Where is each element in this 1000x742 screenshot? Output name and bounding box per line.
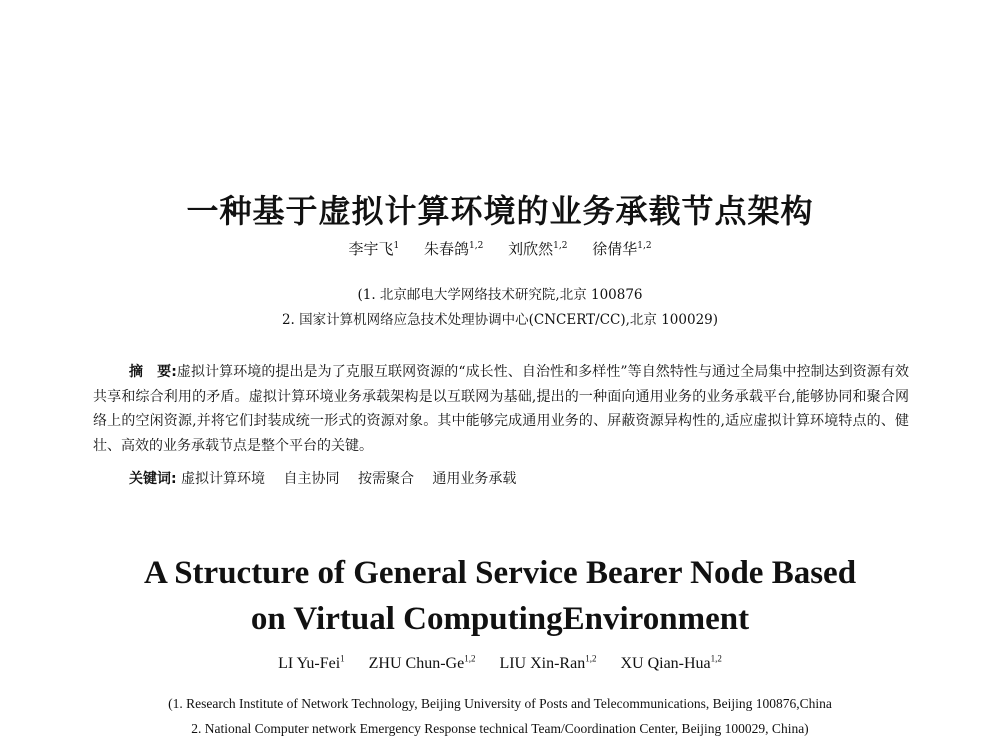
chinese-affiliation-1: (1. 北京邮电大学网络技术研究院,北京 100876 xyxy=(357,287,643,303)
abstract-label: 摘 要: xyxy=(129,364,177,380)
english-title-line-1: A Structure of General Service Bearer Node Based xyxy=(143,555,857,591)
english-affiliation-1: (1. Research Institute of Network Technology, Beijing University of Posts and Telecommunications, Beijing 100876,China xyxy=(168,696,832,711)
chinese-author: 刘欣然$^{1,2}$ xyxy=(508,240,568,258)
english-title-line-2: on Virtual ComputingEnvironment xyxy=(250,601,750,637)
english-author: ZHU Chun-Ge$^{1,2}$ xyxy=(368,653,476,672)
english-author: LIU Xin-Ran$^{1,2}$ xyxy=(499,653,597,672)
chinese-author: 李宇飞$^1$ xyxy=(348,240,400,258)
keyword: 通用业务承载 xyxy=(432,471,517,487)
chinese-author: 朱春鸽$^{1,2}$ xyxy=(423,240,484,258)
english-author: XU Qian-Hua$^{1,2}$ xyxy=(620,653,722,672)
keyword: 自主协同 xyxy=(283,471,340,487)
keywords-label: 关键词: xyxy=(129,471,177,487)
abstract-text: 虚拟计算环境的提出是为了克服互联网资源的“成长性、自治性和多样性”等自然特性与通过全局集中控制达到资源有效共享和综合利用的矛盾。虚拟计算环境业务承载架构是以互联网为基础,提出的一种面向通用业务的业务承载平台,能够协同和聚合网络上的空闲资源,并将它们封装成统一形式的资源对象。其中能够完成通用业务的、屏蔽资源异构性的,适应虚拟计算环境特点的、健壮、高效的业务承载节点是整个平台的关键。 xyxy=(93,364,909,454)
english-title xyxy=(0,550,1000,642)
chinese-title: 一种基于虚拟计算环境的业务承载节点架构 xyxy=(186,192,814,230)
chinese-author: 徐倩华$^{1,2}$ xyxy=(592,240,652,258)
keyword: 按需聚合 xyxy=(357,471,414,487)
english-affiliation-2: 2. National Computer network Emergency Response technical Team/Coordination Center, Beijing 100029, China) xyxy=(191,721,809,736)
chinese-abstract xyxy=(93,360,909,458)
english-author-list xyxy=(0,655,1000,673)
chinese-keywords xyxy=(129,468,909,488)
chinese-affiliation-2: 2. 国家计算机网络应急技术处理协调中心(CNCERT/CC),北京 100029) xyxy=(281,312,719,328)
english-author: LI Yu-Fei$^1$ xyxy=(278,653,345,672)
chinese-author-list xyxy=(0,238,1000,259)
keyword: 虚拟计算环境 xyxy=(181,471,266,487)
